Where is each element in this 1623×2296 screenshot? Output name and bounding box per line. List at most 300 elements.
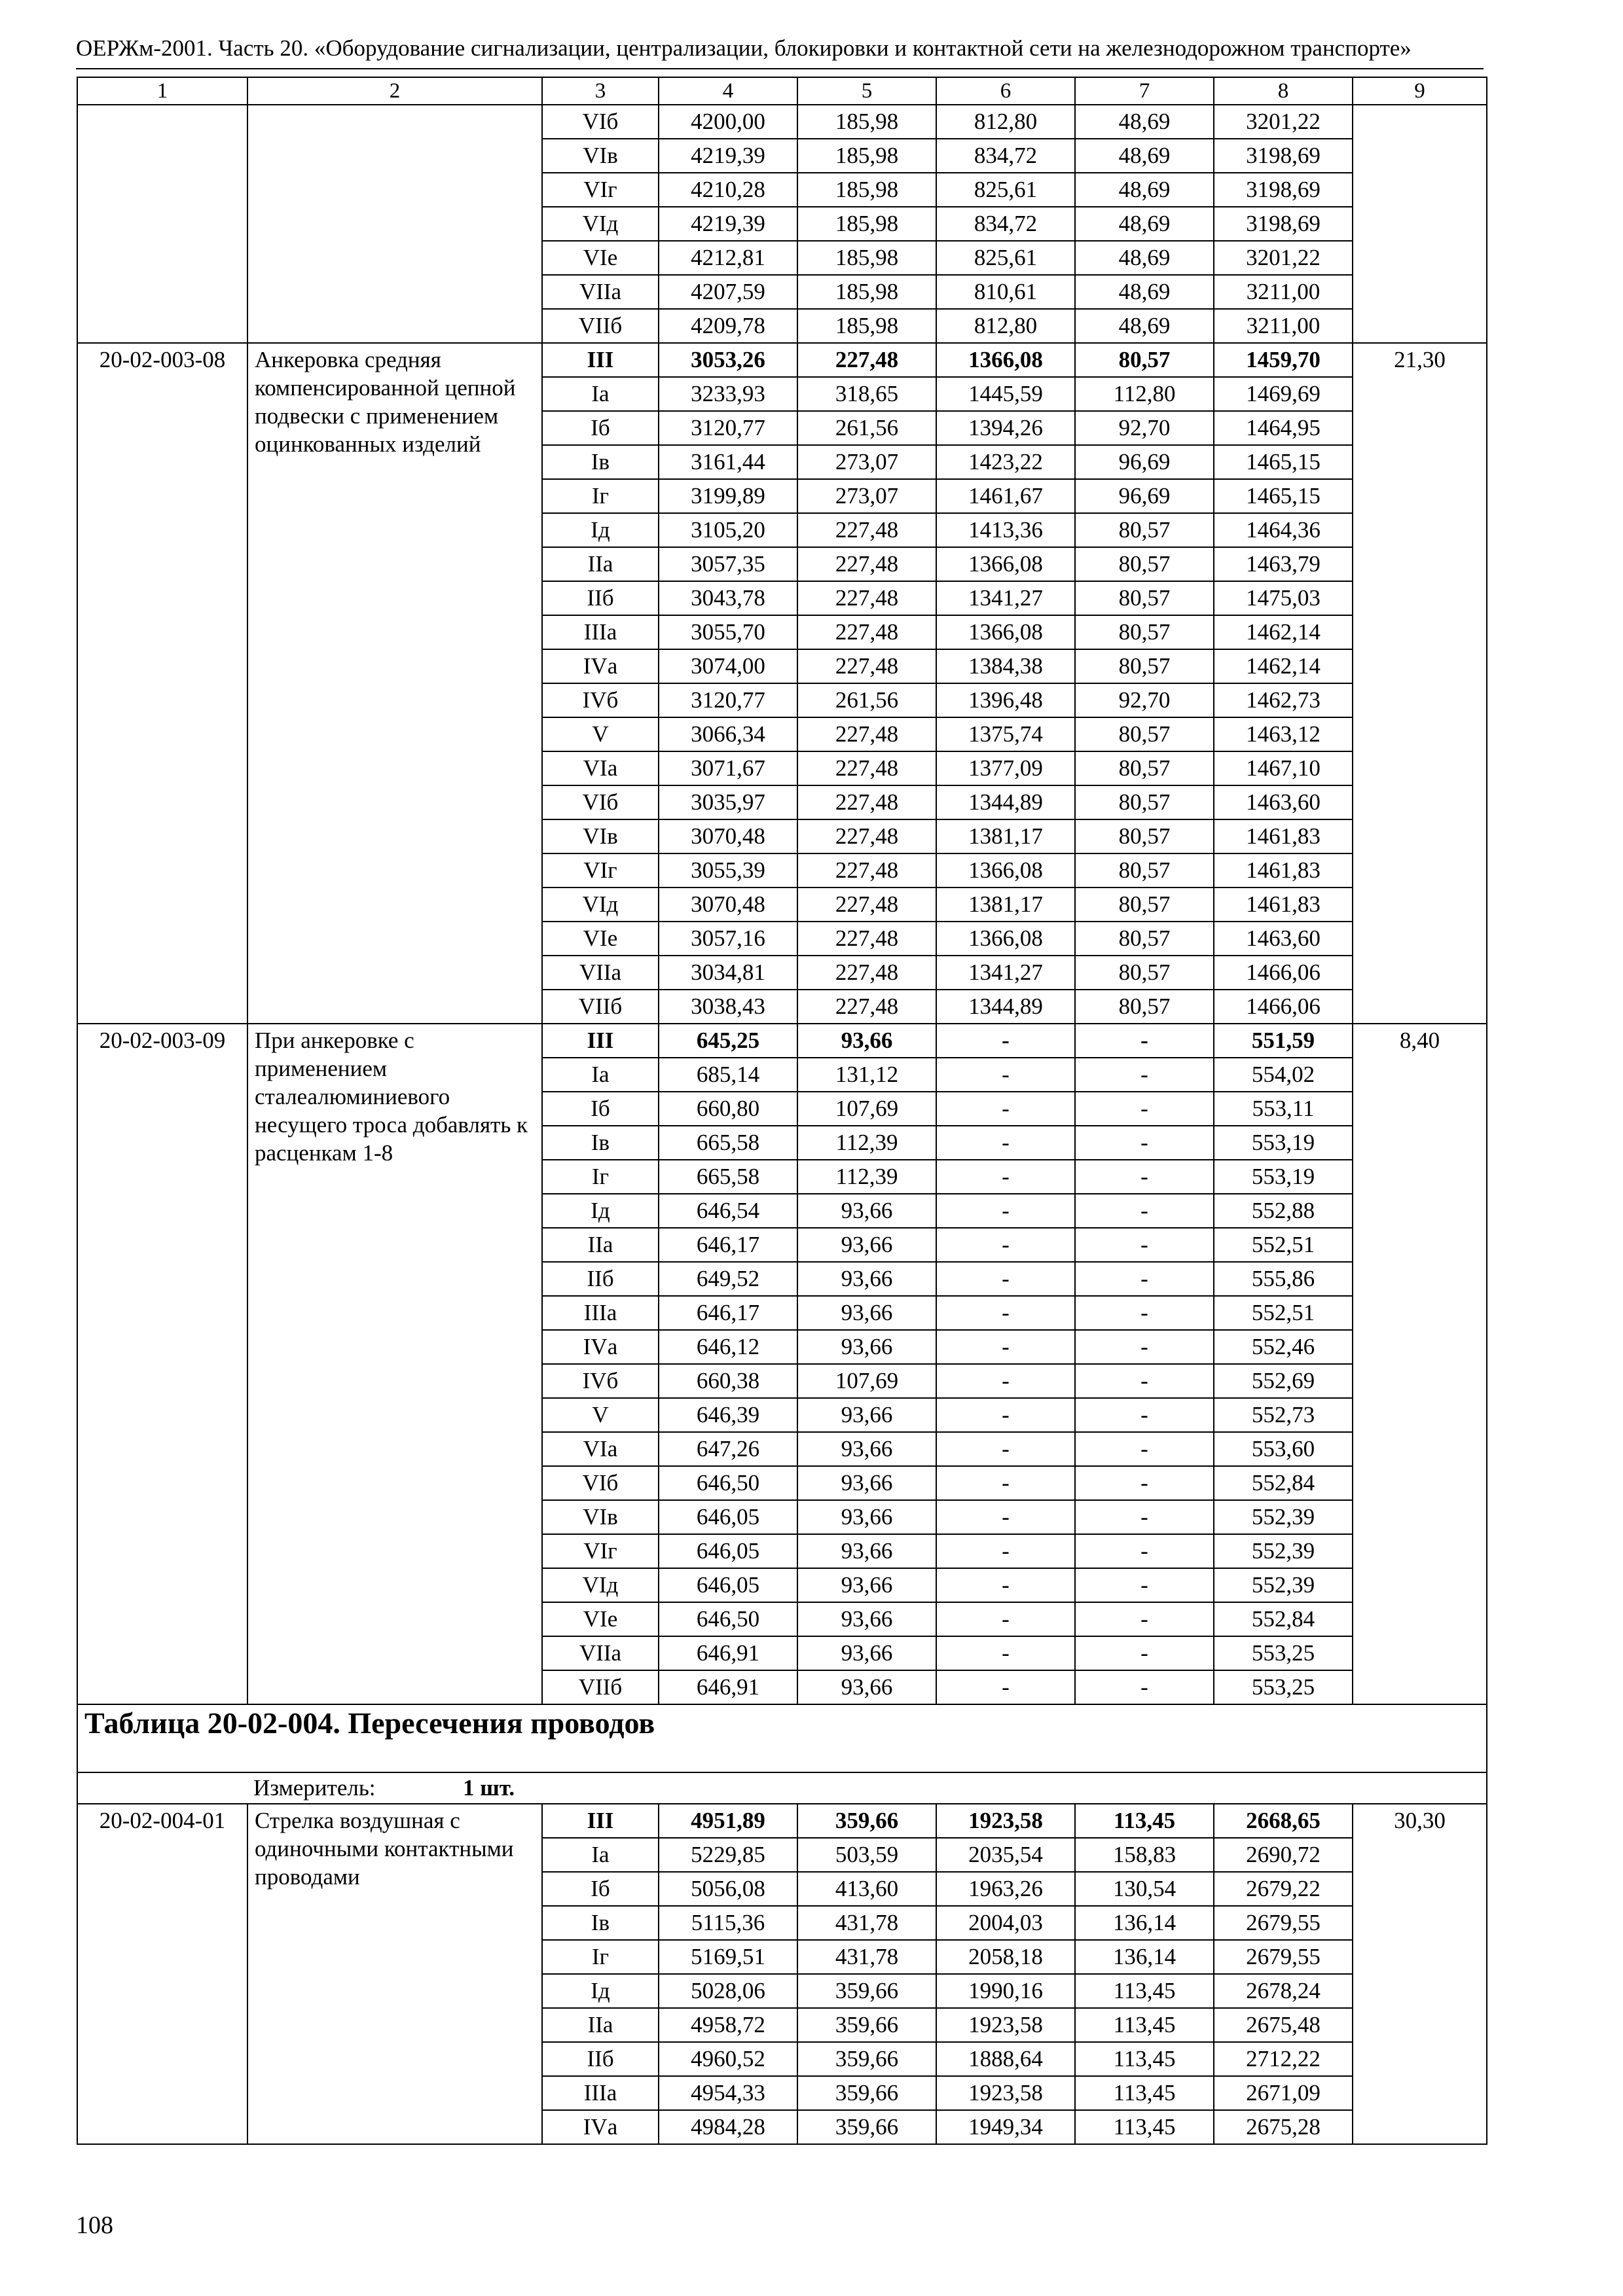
value-cell: 227,48 [797,819,936,853]
value-cell: 80,57 [1075,581,1214,615]
value-cell: 1344,89 [936,785,1075,819]
region-cell: Iг [542,1940,659,1974]
value-cell: 1459,70 [1214,343,1353,377]
region-cell: IIб [542,1262,659,1296]
region-cell: VIб [542,105,659,139]
value-cell: 646,17 [659,1296,797,1330]
region-cell: VIа [542,1432,659,1466]
region-cell: VIв [542,1500,659,1534]
value-cell: 431,78 [797,1940,936,1974]
value-cell: 552,73 [1214,1398,1353,1432]
region-cell: VIд [542,1568,659,1602]
value-cell: 1463,12 [1214,717,1353,751]
column-number: 2 [247,77,542,105]
value-cell: 552,39 [1214,1568,1353,1602]
value-cell: 2712,22 [1214,2042,1353,2076]
value-cell: 4200,00 [659,105,797,139]
value-cell: 660,38 [659,1364,797,1398]
value-cell: 553,19 [1214,1126,1353,1160]
region-cell: Iа [542,1838,659,1872]
value-cell: 1377,09 [936,751,1075,785]
value-cell: 48,69 [1075,309,1214,343]
value-cell: 48,69 [1075,105,1214,139]
value-cell: 1375,74 [936,717,1075,751]
value-cell: 665,58 [659,1160,797,1194]
value-cell: 113,45 [1075,2008,1214,2042]
rate-code-cell: 20-02-003-09 [77,1024,247,1704]
value-cell: 93,66 [797,1398,936,1432]
value-cell: 112,39 [797,1126,936,1160]
value-cell: 1923,58 [936,1804,1075,1838]
region-cell: VIд [542,888,659,922]
value-cell: 555,86 [1214,1262,1353,1296]
value-cell: 80,57 [1075,547,1214,581]
page-number: 108 [76,2212,113,2239]
value-cell: 646,50 [659,1466,797,1500]
value-cell: 1923,58 [936,2008,1075,2042]
measure-label: Измеритель: [253,1775,376,1801]
value-cell: 80,57 [1075,343,1214,377]
region-cell: VIIб [542,990,659,1024]
value-cell: 665,58 [659,1126,797,1160]
value-cell: 113,45 [1075,2042,1214,2076]
value-cell: 261,56 [797,411,936,445]
value-cell: 359,66 [797,2042,936,2076]
value-cell: 553,25 [1214,1636,1353,1670]
value-cell: 660,80 [659,1092,797,1126]
value-cell: - [1075,1602,1214,1636]
measure-cell [77,1772,1487,1804]
column-number: 4 [659,77,797,105]
value-cell: 48,69 [1075,207,1214,241]
value-cell: - [936,1500,1075,1534]
value-cell: 4984,28 [659,2110,797,2144]
value-cell: 2671,09 [1214,2076,1353,2110]
value-cell: 1445,59 [936,377,1075,411]
region-cell: VIб [542,785,659,819]
value-cell: 2675,28 [1214,2110,1353,2144]
region-cell: IIб [542,2042,659,2076]
value-cell: 552,88 [1214,1194,1353,1228]
value-cell: 185,98 [797,309,936,343]
value-cell: 3055,70 [659,615,797,649]
value-cell: - [1075,1364,1214,1398]
value-cell: 825,61 [936,173,1075,207]
value-cell: 48,69 [1075,173,1214,207]
labor-cost-cell: 30,30 [1353,1804,1487,2144]
value-cell: - [1075,1024,1214,1058]
value-cell: 834,72 [936,139,1075,173]
value-cell: 359,66 [797,1974,936,2008]
value-cell: - [936,1228,1075,1262]
column-number: 9 [1353,77,1487,105]
value-cell: 552,69 [1214,1364,1353,1398]
value-cell: 646,91 [659,1670,797,1704]
value-cell: 227,48 [797,581,936,615]
value-cell: 227,48 [797,717,936,751]
rate-code-cell [77,105,247,343]
value-cell: 3199,89 [659,479,797,513]
value-cell: 646,39 [659,1398,797,1432]
value-cell: 227,48 [797,649,936,683]
region-cell: VIе [542,1602,659,1636]
value-cell: 3201,22 [1214,241,1353,275]
value-cell: - [936,1670,1075,1704]
value-cell: 3035,97 [659,785,797,819]
region-cell: Iг [542,1160,659,1194]
rate-description-cell: Стрелка воздушная с одиночными контактными проводами [247,1804,542,2144]
labor-cost-cell: 8,40 [1353,1024,1487,1704]
value-cell: 1396,48 [936,683,1075,717]
value-cell: 552,46 [1214,1330,1353,1364]
value-cell: 3211,00 [1214,309,1353,343]
value-cell: 185,98 [797,173,936,207]
value-cell: - [1075,1636,1214,1670]
region-cell: VIв [542,139,659,173]
measure-value: 1 шт. [463,1775,515,1801]
value-cell: 646,17 [659,1228,797,1262]
column-number: 3 [542,77,659,105]
value-cell: 185,98 [797,105,936,139]
table-body [77,77,1487,2144]
value-cell: 1467,10 [1214,751,1353,785]
region-cell: Iд [542,1974,659,2008]
value-cell: 649,52 [659,1262,797,1296]
value-cell: 93,66 [797,1262,936,1296]
region-cell: Iб [542,411,659,445]
value-cell: 273,07 [797,445,936,479]
value-cell: 2679,55 [1214,1906,1353,1940]
region-cell: III [542,1024,659,1058]
value-cell: 93,66 [797,1296,936,1330]
value-cell: 3074,00 [659,649,797,683]
region-cell: Iд [542,1194,659,1228]
value-cell: 3161,44 [659,445,797,479]
value-cell: 96,69 [1075,479,1214,513]
value-cell: 1463,60 [1214,785,1353,819]
value-cell: 1466,06 [1214,956,1353,990]
rate-description-cell: При анкеровке с применением сталеалюминиевого несущего троса добавлять к расценкам 1-8 [247,1024,542,1704]
labor-cost-cell: 21,30 [1353,343,1487,1024]
value-cell: 227,48 [797,853,936,888]
value-cell: 1923,58 [936,2076,1075,2110]
rate-description-cell [247,105,542,343]
value-cell: 2678,24 [1214,1974,1353,2008]
value-cell: 2035,54 [936,1838,1075,1872]
value-cell: 227,48 [797,922,936,956]
region-cell: IIIа [542,615,659,649]
value-cell: 5056,08 [659,1872,797,1906]
region-cell: VIд [542,207,659,241]
region-cell: Iб [542,1872,659,1906]
value-cell: 646,05 [659,1500,797,1534]
value-cell: - [936,1092,1075,1126]
value-cell: 359,66 [797,2008,936,2042]
value-cell: - [1075,1534,1214,1568]
value-cell: 227,48 [797,547,936,581]
value-cell: 553,25 [1214,1670,1353,1704]
value-cell: 1463,60 [1214,922,1353,956]
region-cell: IVб [542,1364,659,1398]
value-cell: 4219,39 [659,207,797,241]
value-cell: 80,57 [1075,956,1214,990]
value-cell: - [1075,1568,1214,1602]
value-cell: 1464,36 [1214,513,1353,547]
value-cell: 93,66 [797,1636,936,1670]
value-cell: 4960,52 [659,2042,797,2076]
rate-description-cell: Анкеровка средняя компенсированной цепной подвески с применением оцинкованных изделий [247,343,542,1024]
value-cell: 227,48 [797,956,936,990]
region-cell: III [542,343,659,377]
value-cell: 359,66 [797,2076,936,2110]
value-cell: - [936,1398,1075,1432]
region-cell: Iа [542,377,659,411]
value-cell: 1461,83 [1214,888,1353,922]
region-cell: VIIб [542,1670,659,1704]
value-cell: 227,48 [797,785,936,819]
value-cell: 646,05 [659,1568,797,1602]
value-cell: 93,66 [797,1568,936,1602]
region-cell: IIIа [542,1296,659,1330]
value-cell: 112,39 [797,1160,936,1194]
value-cell: 227,48 [797,888,936,922]
value-cell: - [936,1024,1075,1058]
column-number: 6 [936,77,1075,105]
value-cell: 2004,03 [936,1906,1075,1940]
value-cell: 93,66 [797,1466,936,1500]
value-cell: 107,69 [797,1092,936,1126]
value-cell: 1462,73 [1214,683,1353,717]
value-cell: 93,66 [797,1500,936,1534]
value-cell: 113,45 [1075,2110,1214,2144]
rate-code-cell: 20-02-004-01 [77,1804,247,2144]
value-cell: 552,39 [1214,1534,1353,1568]
value-cell: 646,50 [659,1602,797,1636]
section-title: Таблица 20-02-004. Пересечения проводов [77,1704,1487,1772]
value-cell: 80,57 [1075,888,1214,922]
value-cell: 93,66 [797,1432,936,1466]
table-row [77,105,1487,139]
region-cell: VIIб [542,309,659,343]
value-cell: 4212,81 [659,241,797,275]
region-cell: VIе [542,241,659,275]
region-cell: IIа [542,547,659,581]
value-cell: - [1075,1092,1214,1126]
value-cell: 1384,38 [936,649,1075,683]
value-cell: 227,48 [797,343,936,377]
region-cell: III [542,1804,659,1838]
region-cell: Iд [542,513,659,547]
value-cell: 359,66 [797,2110,936,2144]
value-cell: - [1075,1500,1214,1534]
value-cell: 1465,15 [1214,479,1353,513]
header-rule [76,68,1484,69]
region-cell: VIа [542,751,659,785]
value-cell: 113,45 [1075,1804,1214,1838]
value-cell: 1423,22 [936,445,1075,479]
value-cell: 3198,69 [1214,173,1353,207]
value-cell: - [936,1262,1075,1296]
value-cell: - [1075,1058,1214,1092]
region-cell: Iа [542,1058,659,1092]
region-cell: VIб [542,1466,659,1500]
value-cell: 552,84 [1214,1602,1353,1636]
value-cell: 685,14 [659,1058,797,1092]
value-cell: 1949,34 [936,2110,1075,2144]
value-cell: 646,54 [659,1194,797,1228]
value-cell: - [1075,1398,1214,1432]
value-cell: 552,84 [1214,1466,1353,1500]
value-cell: 80,57 [1075,751,1214,785]
value-cell: 107,69 [797,1364,936,1398]
value-cell: - [1075,1262,1214,1296]
value-cell: 2675,48 [1214,2008,1353,2042]
value-cell: 1888,64 [936,2042,1075,2076]
value-cell: 552,39 [1214,1500,1353,1534]
value-cell: 2679,55 [1214,1940,1353,1974]
value-cell: 93,66 [797,1228,936,1262]
value-cell: 48,69 [1075,139,1214,173]
section-title-row [77,1704,1487,1772]
value-cell: - [936,1534,1075,1568]
value-cell: 80,57 [1075,819,1214,853]
value-cell: 1381,17 [936,819,1075,853]
value-cell: 80,57 [1075,717,1214,751]
value-cell: 3120,77 [659,683,797,717]
value-cell: 1366,08 [936,922,1075,956]
value-cell: 5028,06 [659,1974,797,2008]
value-cell: 431,78 [797,1906,936,1940]
value-cell: - [1075,1466,1214,1500]
value-cell: 553,19 [1214,1160,1353,1194]
value-cell: 1341,27 [936,581,1075,615]
value-cell: 3201,22 [1214,105,1353,139]
value-cell: 80,57 [1075,785,1214,819]
value-cell: 1464,95 [1214,411,1353,445]
value-cell: 48,69 [1075,275,1214,309]
value-cell: 552,51 [1214,1296,1353,1330]
column-number: 5 [797,77,936,105]
value-cell: 4219,39 [659,139,797,173]
value-cell: 3070,48 [659,819,797,853]
value-cell: 646,05 [659,1534,797,1568]
value-cell: 136,14 [1075,1940,1214,1974]
value-cell: 48,69 [1075,241,1214,275]
value-cell: 93,66 [797,1330,936,1364]
value-cell: 825,61 [936,241,1075,275]
value-cell: 3038,43 [659,990,797,1024]
value-cell: 1462,14 [1214,649,1353,683]
page-header: ОЕРЖм-2001. Часть 20. «Оборудование сигнализации, централизации, блокировки и контактной сети на железнодорожном транспорте» [76,35,1412,61]
value-cell: 80,57 [1075,853,1214,888]
value-cell: 112,80 [1075,377,1214,411]
rate-code-cell: 20-02-003-08 [77,343,247,1024]
value-cell: 318,65 [797,377,936,411]
value-cell: - [1075,1160,1214,1194]
value-cell: 413,60 [797,1872,936,1906]
region-cell: IVа [542,2110,659,2144]
value-cell: 92,70 [1075,411,1214,445]
value-cell: 93,66 [797,1194,936,1228]
value-cell: 1463,79 [1214,547,1353,581]
value-cell: 136,14 [1075,1906,1214,1940]
value-cell: - [1075,1330,1214,1364]
value-cell: 645,25 [659,1024,797,1058]
value-cell: 552,51 [1214,1228,1353,1262]
value-cell: 2690,72 [1214,1838,1353,1872]
region-cell: Iб [542,1092,659,1126]
value-cell: 551,59 [1214,1024,1353,1058]
value-cell: 5115,36 [659,1906,797,1940]
value-cell: 80,57 [1075,513,1214,547]
value-cell: 3055,39 [659,853,797,888]
value-cell: 834,72 [936,207,1075,241]
value-cell: 1475,03 [1214,581,1353,615]
value-cell: 93,66 [797,1670,936,1704]
value-cell: 5169,51 [659,1940,797,1974]
value-cell: 1366,08 [936,615,1075,649]
value-cell: 185,98 [797,241,936,275]
value-cell: 3198,69 [1214,207,1353,241]
value-cell: 80,57 [1075,649,1214,683]
value-cell: - [936,1466,1075,1500]
value-cell: - [1075,1670,1214,1704]
value-cell: - [936,1126,1075,1160]
value-cell: 113,45 [1075,1974,1214,2008]
value-cell: 96,69 [1075,445,1214,479]
value-cell: - [936,1194,1075,1228]
value-cell: - [936,1568,1075,1602]
value-cell: 185,98 [797,275,936,309]
value-cell: 3233,93 [659,377,797,411]
value-cell: 646,91 [659,1636,797,1670]
value-cell: 1366,08 [936,547,1075,581]
value-cell: - [1075,1432,1214,1466]
region-cell: IIа [542,2008,659,2042]
column-number: 1 [77,77,247,105]
region-cell: VIе [542,922,659,956]
value-cell: 359,66 [797,1804,936,1838]
region-cell: IIIа [542,2076,659,2110]
value-cell: 1465,15 [1214,445,1353,479]
value-cell: 80,57 [1075,922,1214,956]
value-cell: 3105,20 [659,513,797,547]
region-cell: VIг [542,1534,659,1568]
column-number-row [77,77,1487,105]
region-cell: IVа [542,649,659,683]
value-cell: - [1075,1126,1214,1160]
value-cell: 3198,69 [1214,139,1353,173]
value-cell: 130,54 [1075,1872,1214,1906]
value-cell: 3053,26 [659,343,797,377]
value-cell: - [936,1636,1075,1670]
value-cell: 227,48 [797,751,936,785]
value-cell: - [936,1602,1075,1636]
value-cell: 93,66 [797,1602,936,1636]
value-cell: 1469,69 [1214,377,1353,411]
region-cell: IIа [542,1228,659,1262]
region-cell: VIг [542,853,659,888]
region-cell: VIIа [542,1636,659,1670]
table-row [77,1024,1487,1058]
region-cell: Iв [542,1126,659,1160]
value-cell: 1462,14 [1214,615,1353,649]
value-cell: - [936,1432,1075,1466]
value-cell: 1366,08 [936,853,1075,888]
value-cell: 3057,35 [659,547,797,581]
value-cell: 646,12 [659,1330,797,1364]
value-cell: - [936,1330,1075,1364]
